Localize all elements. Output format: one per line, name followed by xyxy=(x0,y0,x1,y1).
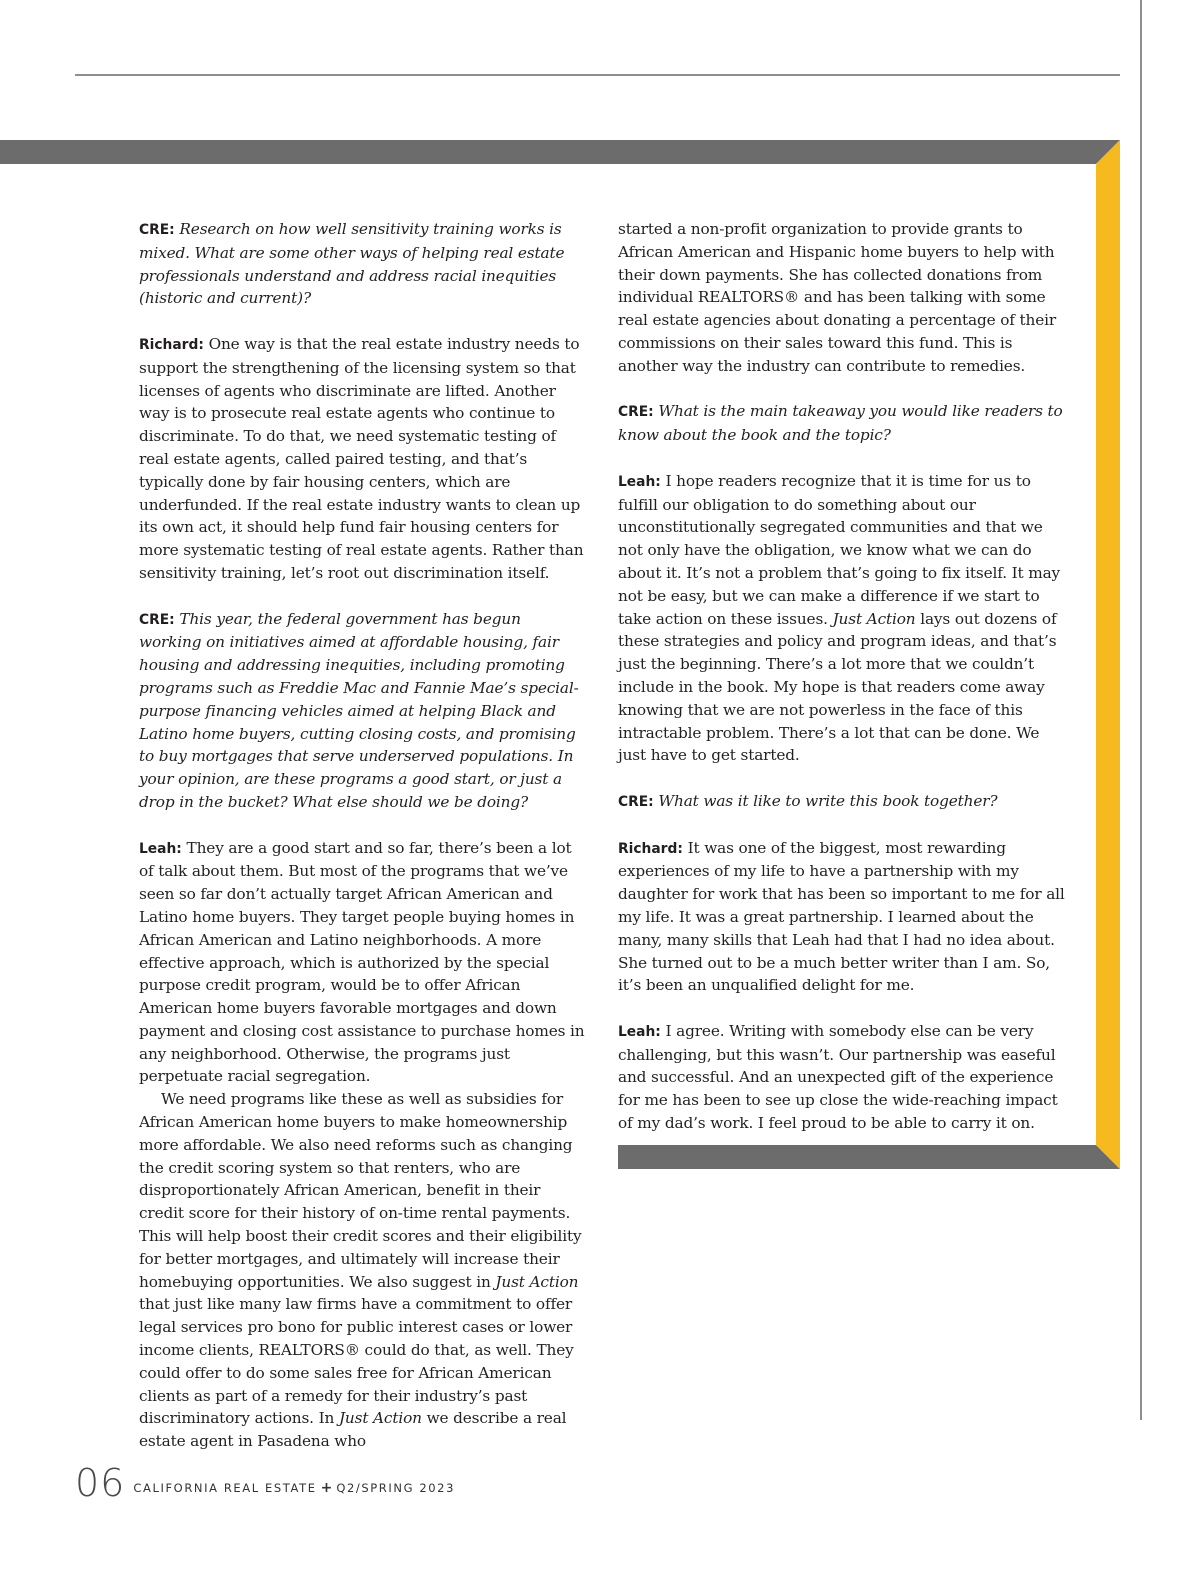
answer-text: One way is that the real estate industry needs to support the strengthening of the licensing system so that licenses of agents who discriminate are lifted. Another way is to prosecute real estate agents who continue to discriminate. To do that, we need systematic testing of real estate agents, called paired testing, and that’s typically done by fair housing centers, which are underfunded. If the real estate industry wants to clean up its own act, it should help fund fair housing centers for more systematic testing of real estate agents. Rather than sensitivity training, let’s root out discrimination itself. xyxy=(139,334,584,582)
book-title: Just Action xyxy=(338,1409,422,1428)
speaker-label: Leah: xyxy=(618,1023,661,1040)
issue-label: Q2/SPRING 2023 xyxy=(336,1481,456,1495)
left-column xyxy=(139,218,587,1476)
header-rule xyxy=(75,74,1120,76)
answer-text: lays out dozens of these strategies and policy and program ideas, and that’s just the beginning. There’s a lot more that we couldn’t include in the book. My hope is that readers come away knowing that we are not powerless in the face of this intractable problem. There’s a lot that can be done. We just have to get started. xyxy=(618,609,1057,765)
interview-answer xyxy=(618,837,1066,998)
answer-text: we describe a real estate agent in Pasadena who xyxy=(139,1409,567,1451)
answer-continuation xyxy=(139,1088,587,1453)
plus-separator: + xyxy=(320,1480,333,1496)
interview-answer xyxy=(139,333,587,585)
interview-answer xyxy=(618,1020,1066,1135)
speaker-label: CRE: xyxy=(618,404,654,421)
answer-continuation xyxy=(618,218,1066,378)
speaker-label: CRE: xyxy=(139,611,175,628)
interview-question xyxy=(139,608,587,814)
publication-line xyxy=(133,1480,455,1496)
band-corner-bottom xyxy=(1095,1145,1121,1169)
right-column xyxy=(618,218,1066,1158)
speaker-label: CRE: xyxy=(139,222,175,238)
answer-text: We need programs like these as well as subsidies for African American home buyers to make homeownership more affordable. We also need reforms such as changing the credit scoring system so that renters, who are disproportionately African American, benefit in their credit score for their history of on-time rental payments. This will help boost their credit scores and their eligibility for better mortgages, and ultimately will increase their homebuying opportunities. We also suggest in xyxy=(139,1090,582,1291)
speaker-label: Leah: xyxy=(618,473,661,490)
sidebar-accent-bar xyxy=(1096,163,1120,1145)
answer-text: that just like many law firms have a commitment to offer legal services pro bono for public interest cases or lower income clients, REALTORS® could do that, as well. They could offer to do some sales free for African American clients as part of a remedy for their industry’s past discriminatory actions. In xyxy=(139,1295,574,1428)
publication-name: CALIFORNIA REAL ESTATE xyxy=(133,1481,317,1495)
interview-question xyxy=(618,400,1066,447)
speaker-label: Richard: xyxy=(139,336,204,353)
answer-text: I agree. Writing with somebody else can be very challenging, but this wasn’t. Our partnership was easeful and successful. And an unexpected gift of the experience for me has been to see up close the wide-reaching impact of my dad’s work. I feel proud to be able to carry it on. xyxy=(618,1021,1058,1133)
interview-question xyxy=(139,218,587,310)
answer-text: It was one of the biggest, most rewarding experiences of my life to have a partnership with my daughter for work that has been so important to me for all my life. It was a great partnership. I learned about the many, many skills that Leah had that I had no idea about. She turned out to be a much better writer than I am. So, it’s been an unqualified delight for me. xyxy=(618,838,1065,995)
book-title: Just Action xyxy=(495,1272,579,1291)
interview-question xyxy=(618,790,1066,814)
answer-text: They are a good start and so far, there’s been a lot of talk about them. But most of the programs that we’ve seen so far don’t actually target African American and Latino home buyers. They target people buying homes in African American and Latino neighborhoods. A more effective approach, which is authorized by the special purpose credit program, would be to offer African American home buyers favorable mortgages and down payment and closing cost assistance to purchase homes in any neighborhood. Otherwise, the programs just perpetuate racial segregation. xyxy=(139,838,585,1086)
speaker-label: CRE: xyxy=(618,793,654,810)
book-title: Just Action xyxy=(832,609,916,628)
page-footer xyxy=(75,1461,456,1505)
answer-text: I hope readers recognize that it is time for us to fulfill our obligation to do something about our unconstitutionally segregated communities and that we not only have the obligation, we know what we can do about it. It’s not a problem that’s going to fix itself. It may not be easy, but we can make a difference if we start to take action on these issues. xyxy=(618,471,1061,628)
question-text: What is the main takeaway you would like readers to know about the book and the topic? xyxy=(618,402,1063,445)
answer-text: started a non-profit organization to provide grants to African American and Hispanic home buyers to help with their down payments. She has collected donations from individual REALTORS® and has been talking with some real estate agencies about donating a percentage of their commissions on their sales toward this fund. This is another way the industry can contribute to remedies. xyxy=(618,220,1057,375)
speaker-label: Leah: xyxy=(139,840,182,857)
page-edge-rule xyxy=(1140,0,1142,1420)
sidebar-top-band xyxy=(0,140,1098,164)
band-corner-top xyxy=(1095,140,1121,164)
question-text: What was it like to write this book together? xyxy=(658,791,998,810)
interview-answer xyxy=(139,837,587,1089)
question-text: Research on how well sensitivity training works is mixed. What are some other ways of helping real estate professionals understand and address racial inequities (historic and current)? xyxy=(139,220,565,308)
page-number: 06 xyxy=(75,1461,126,1505)
question-text: This year, the federal government has begun working on initiatives aimed at affordable housing, fair housing and addressing inequities, including promoting programs such as Freddie Mac and Fannie Mae’s special-purpose financing vehicles aimed at helping Black and Latino home buyers, cutting closing costs, and promising to buy mortgages that serve underserved populations. In your opinion, are these programs a good start, or just a drop in the bucket? What else should we be doing? xyxy=(139,609,579,811)
speaker-label: Richard: xyxy=(618,840,683,857)
interview-answer xyxy=(618,470,1066,767)
